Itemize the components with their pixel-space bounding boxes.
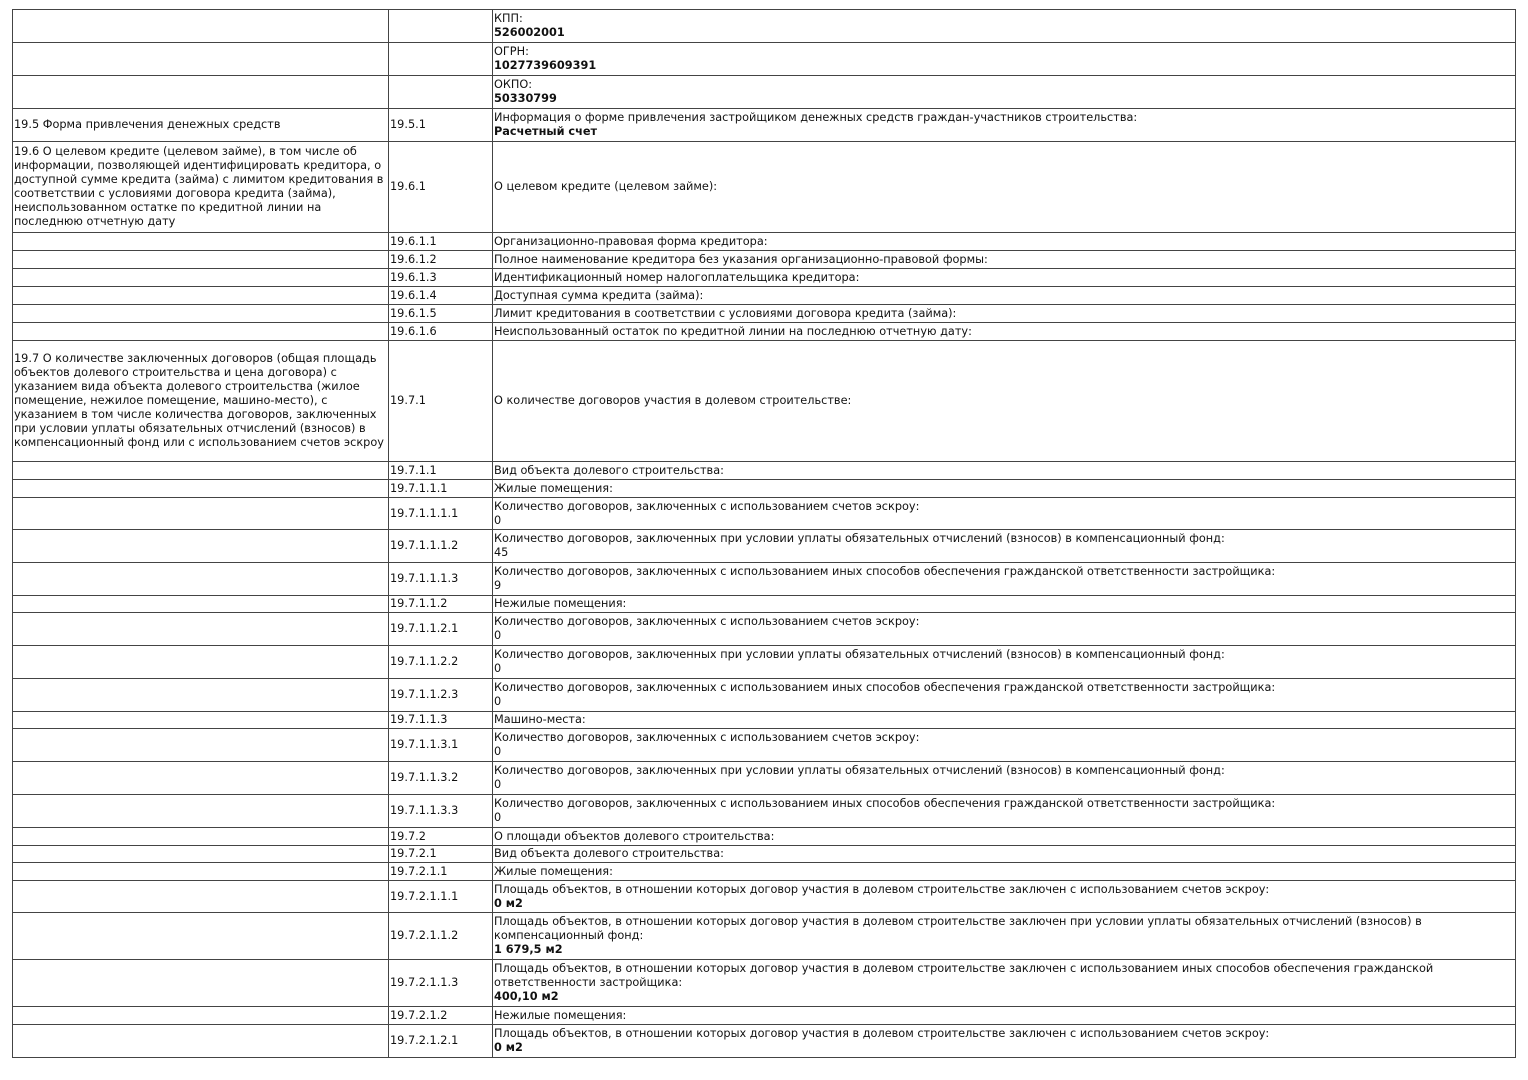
table-row: [13, 913, 1516, 960]
declaration-table: [12, 9, 1516, 1058]
section-title: [13, 846, 389, 863]
table-row: [13, 679, 1516, 712]
item-code: 19.6.1.1: [389, 233, 493, 251]
section-title: [13, 563, 389, 596]
item-code: 19.7.2.1.2: [389, 1007, 493, 1025]
item-content: [493, 480, 1516, 498]
section-title: [13, 305, 389, 323]
item-value: 0 м2: [494, 1041, 523, 1054]
item-label: Количество договоров, заключенных с использованием иных способов обеспечения гражданской ответственности застройщика:: [494, 797, 1276, 810]
item-content: [493, 828, 1516, 846]
section-title: [13, 795, 389, 828]
item-label: Полное наименование кредитора без указания организационно-правовой формы:: [494, 252, 988, 266]
item-content: [493, 76, 1516, 109]
table-row: [13, 287, 1516, 305]
item-label: Машино-места:: [494, 713, 586, 726]
item-label: Количество договоров, заключенных с использованием иных способов обеспечения гражданской ответственности застройщика:: [494, 681, 1276, 694]
item-content: [493, 10, 1516, 43]
item-code: [389, 10, 493, 43]
item-content: [493, 233, 1516, 251]
item-label: КПП:: [494, 12, 523, 25]
item-code: 19.6.1.2: [389, 251, 493, 269]
table-row: [13, 1007, 1516, 1025]
item-content: [493, 305, 1516, 323]
section-title: [13, 881, 389, 913]
section-title: [13, 679, 389, 712]
item-label: Вид объекта долевого строительства:: [494, 463, 724, 477]
item-code: 19.7.1.1.2: [389, 596, 493, 613]
item-content: [493, 341, 1516, 462]
table-row: [13, 142, 1516, 233]
section-title: [13, 323, 389, 341]
section-title: [13, 613, 389, 646]
item-label: Информация о форме привлечения застройщиком денежных средств граждан-участников строительства:: [494, 111, 1138, 124]
item-label: Количество договоров, заключенных с использованием счетов эскроу:: [494, 499, 920, 513]
section-title: [13, 596, 389, 613]
section-title: [13, 1025, 389, 1058]
item-code: [389, 76, 493, 109]
section-title: [13, 480, 389, 498]
item-label: Количество договоров, заключенных с использованием счетов эскроу:: [494, 615, 920, 628]
section-title: [13, 960, 389, 1007]
table-row: [13, 729, 1516, 762]
section-title: [13, 762, 389, 795]
table-row: [13, 480, 1516, 498]
item-label: Лимит кредитования в соответствии с условиями договора кредита (займа):: [494, 306, 957, 320]
table-row: [13, 960, 1516, 1007]
item-code: 19.7.1.1.1.2: [389, 530, 493, 563]
item-code: 19.7.1.1.1.1: [389, 498, 493, 530]
table-row: [13, 596, 1516, 613]
item-value: 400,10 м2: [494, 990, 559, 1003]
table-row: [13, 863, 1516, 881]
item-content: [493, 881, 1516, 913]
item-code: 19.7.2.1: [389, 846, 493, 863]
item-code: 19.6.1: [389, 142, 493, 233]
item-content: [493, 462, 1516, 480]
table-row: [13, 323, 1516, 341]
item-value: 526002001: [494, 26, 565, 39]
table-row: [13, 109, 1516, 142]
item-content: [493, 679, 1516, 712]
item-content: [493, 960, 1516, 1007]
item-value: Расчетный счет: [494, 125, 598, 138]
item-content: [493, 646, 1516, 679]
section-title: [13, 729, 389, 762]
table-row: [13, 530, 1516, 563]
table-row: [13, 828, 1516, 846]
section-title: [13, 251, 389, 269]
item-content: [493, 498, 1516, 530]
table-row: [13, 76, 1516, 109]
section-title: [13, 287, 389, 305]
section-title: [13, 269, 389, 287]
item-content: [493, 712, 1516, 729]
table-row: [13, 462, 1516, 480]
item-value: 0: [494, 745, 502, 758]
item-content: [493, 729, 1516, 762]
item-code: 19.6.1.3: [389, 269, 493, 287]
item-value: 0: [494, 695, 502, 708]
item-label: О площади объектов долевого строительства:: [494, 829, 775, 843]
item-code: 19.7.2.1.1.3: [389, 960, 493, 1007]
item-value: 0: [494, 778, 502, 791]
item-value: 0 м2: [494, 896, 523, 910]
item-label: Вид объекта долевого строительства:: [494, 847, 724, 860]
item-label: Площадь объектов, в отношении которых договор участия в долевом строительстве заключен с использованием счетов эскроу:: [494, 882, 1270, 896]
section-title: [13, 462, 389, 480]
item-label: Количество договоров, заключенных с использованием иных способов обеспечения гражданской ответственности застройщика:: [494, 565, 1276, 578]
item-code: 19.7.2.1.1.2: [389, 913, 493, 960]
item-content: [493, 596, 1516, 613]
table-row: [13, 881, 1516, 913]
item-code: 19.7.1.1.3.3: [389, 795, 493, 828]
item-label: Нежилые помещения:: [494, 597, 627, 610]
item-content: [493, 863, 1516, 881]
table-row: [13, 646, 1516, 679]
item-content: [493, 251, 1516, 269]
item-code: 19.7.2.1.2.1: [389, 1025, 493, 1058]
item-label: Жилые помещения:: [494, 481, 613, 495]
table-row: [13, 1025, 1516, 1058]
item-code: 19.7.1.1.3.2: [389, 762, 493, 795]
item-value: 0: [494, 662, 502, 675]
item-code: 19.7.1.1.2.2: [389, 646, 493, 679]
item-label: О количестве договоров участия в долевом строительстве:: [494, 394, 852, 407]
item-label: Площадь объектов, в отношении которых договор участия в долевом строительстве заключен с использованием счетов эскроу:: [494, 1027, 1270, 1040]
item-code: 19.7.1.1.1.3: [389, 563, 493, 596]
item-label: О целевом кредите (целевом займе):: [494, 180, 718, 193]
item-code: 19.7.1.1: [389, 462, 493, 480]
section-title: [13, 10, 389, 43]
item-content: [493, 323, 1516, 341]
item-label: Доступная сумма кредита (займа):: [494, 288, 704, 302]
item-label: Идентификационный номер налогоплательщика кредитора:: [494, 270, 860, 284]
item-code: 19.7.1.1.1: [389, 480, 493, 498]
item-label: Количество договоров, заключенных при условии уплаты обязательных отчислений (взносов) в компенсационный фонд:: [494, 532, 1225, 545]
item-value: 45: [494, 546, 509, 559]
item-code: 19.7.1.1.2.3: [389, 679, 493, 712]
table-row: [13, 341, 1516, 462]
item-content: [493, 1007, 1516, 1025]
item-code: [389, 43, 493, 76]
item-label: Количество договоров, заключенных при условии уплаты обязательных отчислений (взносов) в компенсационный фонд:: [494, 764, 1225, 777]
section-title: [13, 76, 389, 109]
item-value: 0: [494, 811, 502, 824]
item-value: 50330799: [494, 92, 557, 105]
item-content: [493, 142, 1516, 233]
item-content: [493, 43, 1516, 76]
item-label: Площадь объектов, в отношении которых договор участия в долевом строительстве заключен при условии уплаты обязательных отчислений (взносов) в компенсационный фонд:: [494, 915, 1422, 942]
table-row: [13, 43, 1516, 76]
item-content: [493, 109, 1516, 142]
section-title: [13, 530, 389, 563]
item-label: Организационно-правовая форма кредитора:: [494, 234, 768, 248]
item-code: 19.5.1: [389, 109, 493, 142]
table-row: [13, 10, 1516, 43]
item-content: [493, 913, 1516, 960]
item-value: 9: [494, 579, 502, 592]
section-title: [13, 828, 389, 846]
item-label: Неиспользованный остаток по кредитной линии на последнюю отчетную дату:: [494, 324, 972, 338]
table-row: [13, 269, 1516, 287]
section-title: [13, 233, 389, 251]
item-content: [493, 287, 1516, 305]
table-row: [13, 846, 1516, 863]
item-code: 19.6.1.5: [389, 305, 493, 323]
item-label: ОКПО:: [494, 78, 533, 91]
item-label: Количество договоров, заключенных при условии уплаты обязательных отчислений (взносов) в компенсационный фонд:: [494, 648, 1225, 661]
item-code: 19.7.2.1.1: [389, 863, 493, 881]
section-title: [13, 1007, 389, 1025]
table-row: [13, 795, 1516, 828]
item-code: 19.7.2: [389, 828, 493, 846]
item-value: 1027739609391: [494, 59, 597, 72]
table-row: [13, 563, 1516, 596]
item-content: [493, 269, 1516, 287]
section-title: [13, 863, 389, 881]
table-row: [13, 613, 1516, 646]
item-content: [493, 762, 1516, 795]
item-content: [493, 563, 1516, 596]
item-code: 19.7.2.1.1.1: [389, 881, 493, 913]
item-content: [493, 613, 1516, 646]
table-row: [13, 498, 1516, 530]
table-row: [13, 251, 1516, 269]
item-code: 19.7.1: [389, 341, 493, 462]
item-value: 1 679,5 м2: [494, 943, 563, 956]
item-content: [493, 1025, 1516, 1058]
section-title: 19.7 О количестве заключенных договоров (общая площадь объектов долевого строительства и цена договора) с указанием вида объекта долевого строительства (жилое помещение, нежилое помещение, машино-место), с указанием в том числе количества договоров, заключенных при условии уплаты обязательных отчислений (взносов) в компенсационный фонд или с использованием счетов эскроу: [13, 341, 389, 462]
item-code: 19.7.1.1.3.1: [389, 729, 493, 762]
item-value: 0: [494, 629, 502, 642]
section-title: 19.5 Форма привлечения денежных средств: [13, 109, 389, 142]
item-content: [493, 846, 1516, 863]
item-code: 19.7.1.1.2.1: [389, 613, 493, 646]
table-row: [13, 712, 1516, 729]
section-title: [13, 43, 389, 76]
section-title: [13, 712, 389, 729]
section-title: [13, 498, 389, 530]
table-row: [13, 305, 1516, 323]
item-value: 0: [494, 513, 502, 527]
item-content: [493, 795, 1516, 828]
item-label: Жилые помещения:: [494, 864, 613, 878]
item-code: 19.6.1.4: [389, 287, 493, 305]
item-content: [493, 530, 1516, 563]
section-title: 19.6 О целевом кредите (целевом займе), в том числе об информации, позволяющей идентифицировать кредитора, о доступной сумме кредита (займа) с лимитом кредитования в соответствии с условиями договора кредита (займа), неиспользованном остатке по кредитной линии на последнюю отчетную дату: [13, 142, 389, 233]
item-label: Площадь объектов, в отношении которых договор участия в долевом строительстве заключен с использованием иных способов обеспечения гражданской ответственности застройщика:: [494, 962, 1434, 989]
table-row: [13, 233, 1516, 251]
table-row: [13, 762, 1516, 795]
item-label: ОГРН:: [494, 45, 529, 58]
section-title: [13, 913, 389, 960]
item-label: Нежилые помещения:: [494, 1008, 627, 1022]
item-code: 19.7.1.1.3: [389, 712, 493, 729]
item-label: Количество договоров, заключенных с использованием счетов эскроу:: [494, 731, 920, 744]
item-code: 19.6.1.6: [389, 323, 493, 341]
section-title: [13, 646, 389, 679]
